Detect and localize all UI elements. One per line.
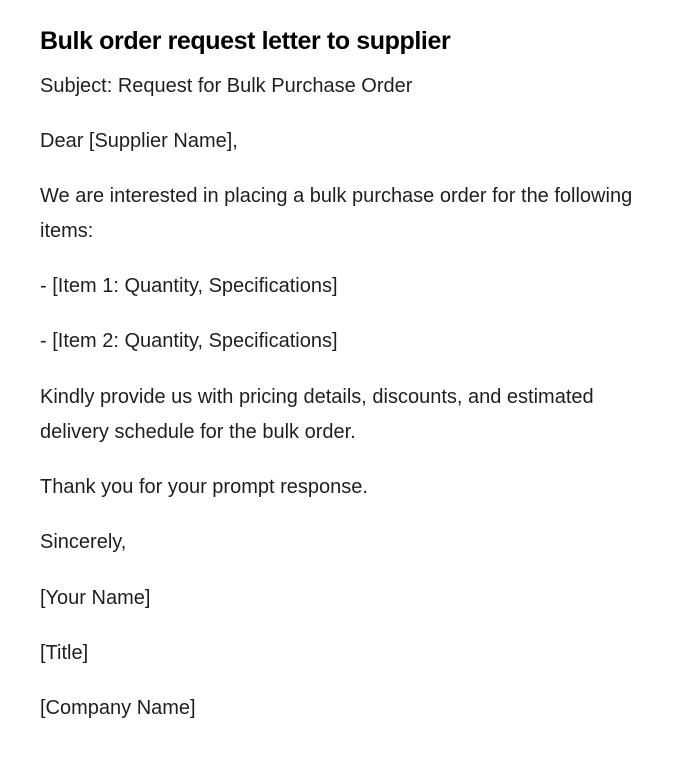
intro-paragraph: We are interested in placing a bulk purchase order for the following items: bbox=[40, 185, 633, 242]
list-item: - [Item 2: Quantity, Specifications] bbox=[40, 330, 338, 352]
list-item: - [Item 1: Quantity, Specifications] bbox=[40, 275, 338, 297]
greeting: Dear [Supplier Name], bbox=[40, 130, 238, 152]
request-paragraph: Kindly provide us with pricing details, discounts, and estimated delivery schedule for the bulk order. bbox=[40, 386, 594, 443]
thanks-line: Thank you for your prompt response. bbox=[40, 476, 368, 498]
signature-title: [Title] bbox=[40, 642, 89, 664]
closing-line: Sincerely, bbox=[40, 531, 127, 553]
signature-name: [Your Name] bbox=[40, 587, 151, 609]
signature-company: [Company Name] bbox=[40, 697, 196, 719]
subject-line: Subject: Request for Bulk Purchase Order bbox=[40, 75, 413, 97]
document-title: Bulk order request letter to supplier bbox=[40, 27, 451, 55]
